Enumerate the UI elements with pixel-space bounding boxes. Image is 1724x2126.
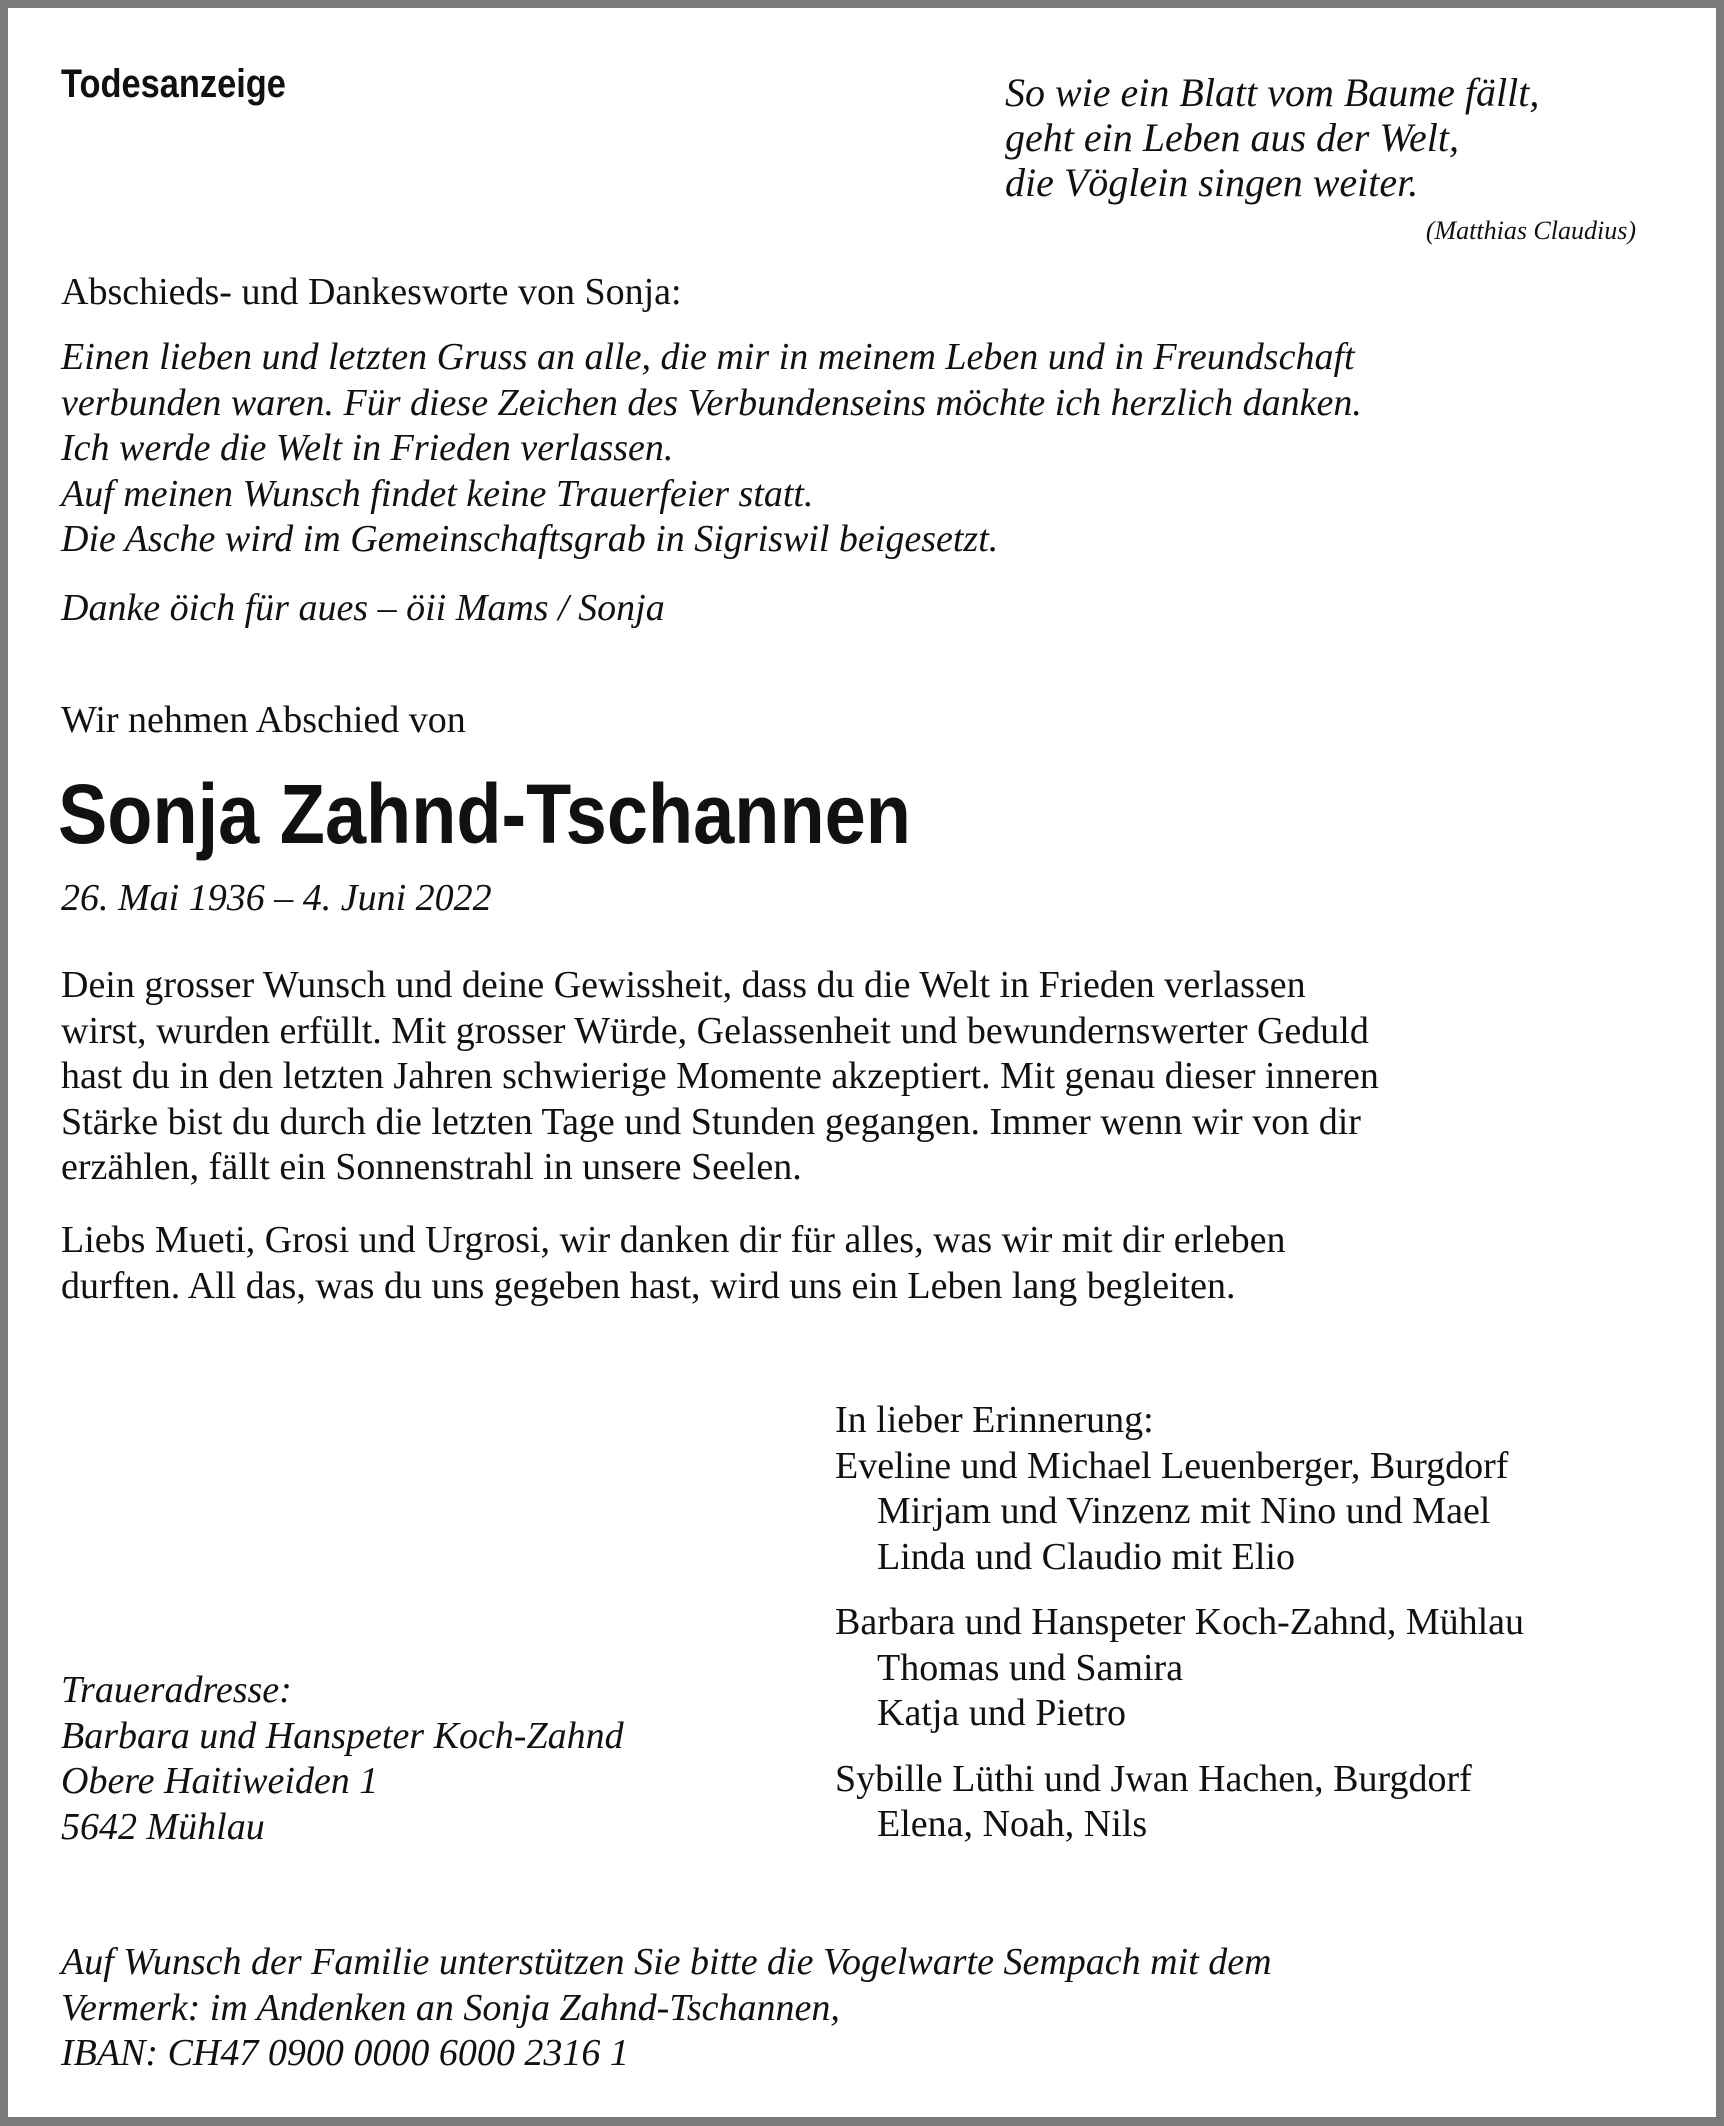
address-line: Obere Haitiweiden 1	[61, 1760, 379, 1802]
donation-line: Vermerk: im Andenken an Sonja Zahnd-Tschannen,	[61, 1986, 840, 2029]
address-line: Barbara und Hanspeter Koch-Zahnd	[61, 1714, 624, 1757]
family-member: Linda und Claudio mit Elio	[877, 1535, 1295, 1578]
family-head: Sybille Lüthi und Jwan Hachen, Burgdorf	[835, 1757, 1472, 1800]
tribute-line: Stärke bist du durch die letzten Tage und Stunden gegangen. Immer wenn wir von dir	[61, 1100, 1361, 1143]
farewell-line: Ich werde die Welt in Frieden verlassen.	[61, 427, 674, 469]
farewell-intro: Abschieds- und Dankesworte von Sonja:	[61, 271, 682, 313]
tribute-line: erzählen, fällt ein Sonnenstrahl in unsere Seelen.	[61, 1146, 802, 1188]
farewell-line: verbunden waren. Für diese Zeichen des Verbundenseins möchte ich herzlich danken.	[61, 381, 1362, 424]
life-dates: 26. Mai 1936 – 4. Juni 2022	[61, 877, 492, 919]
family-member: Mirjam und Vinzenz mit Nino und Mael	[877, 1490, 1491, 1532]
tribute-paragraph-2	[61, 1218, 1286, 1309]
tribute-line: hast du in den letzten Jahren schwierige Momente akzeptiert. Mit genau dieser inneren	[61, 1055, 1379, 1097]
family-member: Thomas und Samira	[877, 1646, 1184, 1689]
family-member: Elena, Noah, Nils	[877, 1803, 1148, 1845]
farewell-thanks: Danke öich für aues – öii Mams / Sonja	[61, 587, 665, 629]
farewell-message	[61, 335, 1362, 563]
farewell-line: Die Asche wird im Gemeinschaftsgrab in Sigriswil beigesetzt.	[61, 518, 999, 560]
poem-line: geht ein Leben aus der Welt,	[1005, 115, 1460, 160]
deceased-name: Sonja Zahnd-Tschannen	[58, 767, 911, 861]
poem-line: die Vöglein singen weiter.	[1005, 160, 1419, 205]
poem-author: (Matthias Claudius)	[1425, 216, 1636, 245]
mourners-title: In lieber Erinnerung:	[835, 1399, 1154, 1441]
donation-note	[61, 1940, 1272, 2077]
obituary-page	[8, 8, 1716, 2117]
family-head: Eveline und Michael Leuenberger, Burgdorf	[835, 1444, 1509, 1487]
announcement-lead: Wir nehmen Abschied von	[61, 699, 466, 741]
tribute-paragraph-1	[61, 963, 1379, 1191]
tribute-line: Liebs Mueti, Grosi und Urgrosi, wir danken dir für alles, was wir mit dir erleben	[61, 1219, 1286, 1261]
family-head: Barbara und Hanspeter Koch-Zahnd, Mühlau	[835, 1601, 1525, 1643]
poem-quote	[1005, 70, 1539, 205]
tribute-line: Dein grosser Wunsch und deine Gewissheit, dass du die Welt in Frieden verlassen	[61, 964, 1306, 1006]
address-line: 5642 Mühlau	[61, 1805, 265, 1848]
poem-line: So wie ein Blatt vom Baume fällt,	[1005, 70, 1540, 115]
family-member: Katja und Pietro	[877, 1692, 1127, 1734]
mourners-list	[835, 1398, 1524, 1848]
notice-heading: Todesanzeige	[61, 62, 286, 106]
address-label: Traueradresse:	[61, 1669, 292, 1711]
tribute-line: durften. All das, was du uns gegeben hast, wird uns ein Leben lang begleiten.	[61, 1264, 1236, 1307]
farewell-line: Auf meinen Wunsch findet keine Trauerfeier statt.	[61, 472, 814, 515]
donation-line: Auf Wunsch der Familie unterstützen Sie bitte die Vogelwarte Sempach mit dem	[61, 1941, 1272, 1983]
tribute-line: wirst, wurden erfüllt. Mit grosser Würde, Gelassenheit und bewundernswerter Geduld	[61, 1009, 1369, 1052]
donation-iban: IBAN: CH47 0900 0000 6000 2316 1	[61, 2032, 629, 2074]
mourning-address	[61, 1668, 624, 1850]
farewell-line: Einen lieben und letzten Gruss an alle, die mir in meinem Leben und in Freundschaft	[61, 336, 1355, 378]
